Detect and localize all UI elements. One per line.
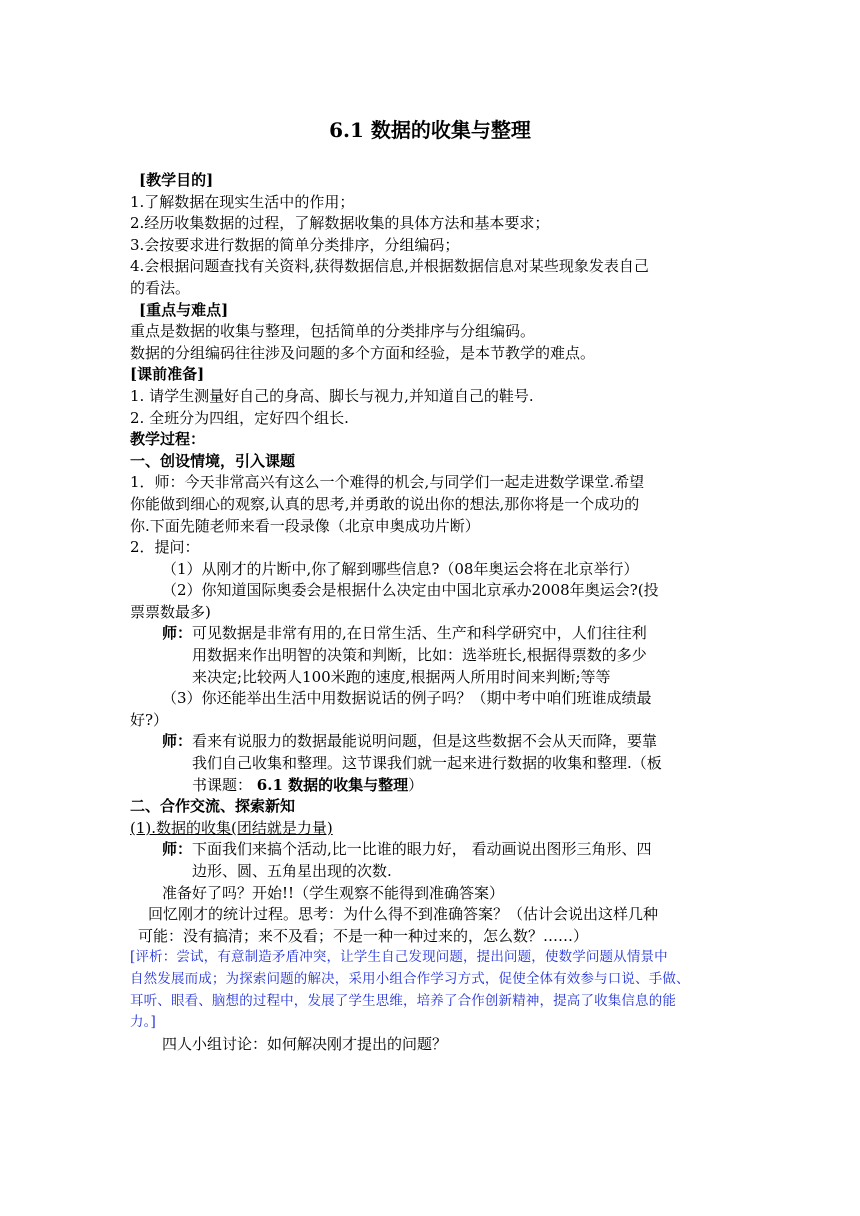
paragraph-line: 你能做到细心的观察,认真的思考,并勇敢的说出你的想法,那你将是一个成功的 bbox=[130, 494, 640, 513]
part2-heading: 二、合作交流、探索新知 bbox=[130, 797, 296, 816]
teacher-label: 师： bbox=[162, 732, 193, 751]
remark-text: 看来有说服力的数据最能说明问题，但是这些数据不会从天而降，要靠 bbox=[192, 732, 658, 751]
teacher-remark bbox=[130, 623, 730, 688]
section-heading-key-points: [重点与难点] bbox=[139, 300, 229, 319]
document-title: 6.1 数据的收集与整理 bbox=[329, 118, 531, 142]
key-point-line: 数据的分组编码往往涉及问题的多个方面和经验，是本节教学的难点。 bbox=[130, 343, 596, 362]
preparation-line: 1. 请学生测量好自己的身高、脚长与视力,并知道自己的鞋号. bbox=[130, 386, 534, 405]
remark-text: 可见数据是非常有用的,在日常生活、生产和科学研究中，人们往往利 bbox=[192, 624, 647, 643]
remark-text: 边形、圆、五角星出现的次数. bbox=[192, 862, 392, 880]
evaluation-note: 耳听、眼看、脑想的过程中，发展了学生思维，培养了合作创新精神，提高了收集信息的能 bbox=[130, 992, 676, 1009]
remark-text: 用数据来作出明智的决策和判断，比如：选举班长,根据得票数的多少 bbox=[192, 646, 647, 665]
paragraph-line: 回忆刚才的统计过程。思考：为什么得不到准确答案？（估计会说出这样几种 bbox=[148, 905, 659, 924]
teacher-remark bbox=[130, 839, 730, 882]
paragraph-line: 2．提问： bbox=[130, 538, 200, 557]
remark-text: 书课题： bbox=[192, 775, 257, 794]
teacher-label: 师： bbox=[162, 624, 193, 643]
objective-item: 1.了解数据在现实生活中的作用； bbox=[130, 192, 355, 211]
subsection-heading: (1).数据的收集(团结就是力量) bbox=[130, 818, 333, 837]
document-body bbox=[130, 170, 730, 1055]
paragraph-line: 准备好了吗？开始!!（学生观察不能得到准确答案） bbox=[162, 883, 505, 902]
objective-item: 4.会根据问题查找有关资料,获得数据信息,并根据数据信息对某些现象发表自己 bbox=[130, 257, 649, 276]
objective-item: 3.会按要求进行数据的简单分类排序，分组编码； bbox=[130, 235, 460, 254]
section-heading-process: 教学过程： bbox=[130, 430, 206, 449]
key-point-line: 重点是数据的收集与整理，包括简单的分类排序与分组编码。 bbox=[130, 322, 536, 341]
section-heading-preparation: [课前准备] bbox=[130, 365, 205, 384]
remark-text: 来决定;比较两人100米跑的速度,根据两人所用时间来判断;等等 bbox=[192, 667, 611, 686]
evaluation-note: [评析：尝试，有意制造矛盾冲突，让学生自己发现问题，提出问题，使数学问题从情景中 bbox=[130, 949, 668, 966]
question-line: 好?） bbox=[130, 710, 169, 729]
objective-item: 的看法。 bbox=[130, 278, 191, 297]
teacher-label: 师： bbox=[162, 840, 193, 859]
remark-text: ） bbox=[408, 775, 424, 794]
question-line: （2）你知道国际奥委会是根据什么决定由中国北京承办2008年奥运会?(投 bbox=[162, 581, 659, 600]
preparation-line: 2. 全班分为四组，定好四个组长. bbox=[130, 408, 349, 427]
objective-item: 2.经历收集数据的过程，了解数据收集的具体方法和基本要求； bbox=[130, 214, 550, 233]
remark-text: 下面我们来搞个活动,比一比谁的眼力好， 看动画说出图形三角形、四 bbox=[192, 840, 652, 859]
question-line: 票票数最多) bbox=[130, 602, 211, 621]
question-line: （3）你还能举出生活中用数据说话的例子吗？（期中考中咱们班谁成绩最 bbox=[162, 689, 652, 708]
paragraph-line: 可能：没有搞清；来不及看；不是一种一种过来的，怎么数？……） bbox=[138, 926, 589, 945]
remark-text: 我们自己收集和整理。这节课我们就一起来进行数据的收集和整理.（板 bbox=[192, 754, 662, 773]
section-heading-objectives: [教学目的] bbox=[139, 171, 214, 189]
evaluation-note: 自然发展而成；为探索问题的解决，采用小组合作学习方式，促使全体有效参与口说、手做、 bbox=[130, 970, 690, 987]
evaluation-note: 力。] bbox=[130, 1014, 156, 1031]
paragraph-line: 你.下面先随老师来看一段录像（北京申奥成功片断） bbox=[130, 516, 480, 535]
lesson-title-inline: 6.1 数据的收集与整理 bbox=[256, 775, 409, 794]
part1-heading: 一、创设情境，引入课题 bbox=[130, 451, 296, 470]
paragraph-line: 1．师：今天非常高兴有这么一个难得的机会,与同学们一起走进数学课堂.希望 bbox=[130, 473, 645, 492]
teacher-remark bbox=[130, 731, 730, 796]
question-line: （1）从刚才的片断中,你了解到哪些信息?（08年奥运会将在北京举行） bbox=[162, 559, 639, 578]
paragraph-line: 四人小组讨论：如何解决刚才提出的问题？ bbox=[162, 1034, 448, 1053]
